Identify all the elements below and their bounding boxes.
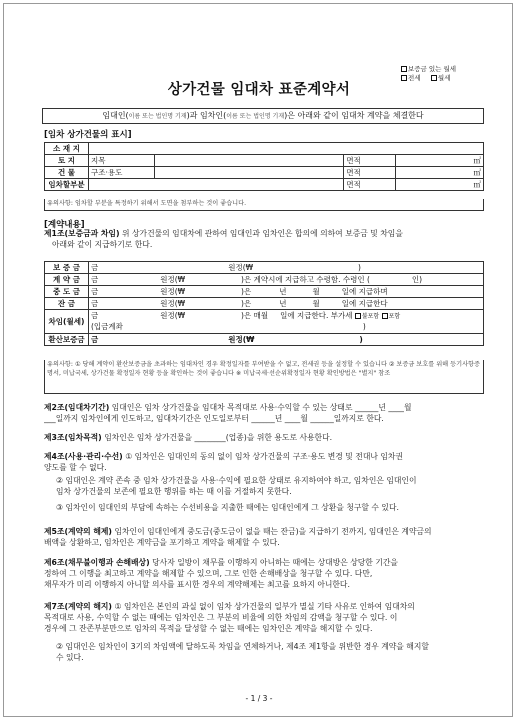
article-4-clause-3 [44,502,484,513]
leased-part-field[interactable] [88,179,343,191]
document-title: 상가건물 임대차 표준계약서 [167,82,351,98]
article-7-text: ② 임대인은 임차인이 3기의 차임액에 달하도록 차임을 연체하거나, 제4조 제1항을 위반한 경우 계약을 해지할 [56,642,429,651]
won-text: 원정(₩ [228,335,255,344]
building-area-field[interactable]: ㎡ [396,167,484,179]
article-6-text: 채무자가 미리 이행하지 아니할 의사를 표시한 경우의 계약해제는 최고를 요하지 아니한다. [44,580,350,589]
vat-excluded-label: 불포함 [361,313,380,320]
table-row [45,179,484,191]
rent-text: )은 매월 [241,311,269,320]
intro-text: 임대인( [102,111,129,120]
middle-payment-field[interactable] [88,286,483,298]
middle-payment-label: 중 도 금 [45,286,89,298]
contract-page [3,3,513,717]
building-structure-label: 구조·용도 [88,167,154,179]
won-prefix: 금 [90,263,99,272]
rent-account-label: (입금계좌 [90,322,123,331]
won-text: 원정(₩ [160,287,186,296]
intro-hint: 이름 또는 법인명 기재 [128,113,187,120]
balance-field[interactable] [88,298,483,310]
won-prefix: 금 [90,275,99,284]
article-4-text: ② 임대인은 계약 존속 중 임차 상가건물을 사용·수익에 필요한 상태로 유지하여야 하고, 임차인은 임대인이 [56,476,417,485]
leased-part-label: 임차할부분 [45,179,89,191]
property-note: 유의사항: 임차할 부분을 특정하기 위해서 도면을 첨부하는 것이 좋습니다. [44,199,484,211]
land-area-field[interactable]: ㎡ [396,155,484,167]
article-2-text: ___일까지 임차인에게 인도하고, 임대차기간은 인도일로부터 ______년 ____월 ______일까지로 한다. [44,414,384,423]
article-2-text: 임대인은 임차 상가건물을 임대차 목적대로 사용·수익할 수 있는 상태로 ______년 ____월 [109,403,412,412]
converted-deposit-field[interactable] [88,334,483,346]
section-heading-property: [임차 상가건물의 표시] [44,130,132,140]
won-prefix: 금 [90,311,99,320]
option-jeonse-label: 전세 [408,74,421,82]
payment-year: 년 [279,287,287,296]
article-7-text: ① 임차인은 본인의 과실 없이 임차 상가건물의 일부가 멸실 기타 사유로 인하여 임대차의 [112,602,415,611]
intro-hint: 이름 또는 법인명 기재 [226,113,285,120]
table-row [45,310,484,334]
article-7-text: 수 있다. [56,653,84,662]
payment-note: 유의사항: ① 당해 계약이 환산보증금을 초과하는 임대차인 경우 확정일자를 부여받을 수 없고, 전세권 등을 설정할 수 있습니다 ② 보증금 보호를 위해 등기사항증명서, 미납국세, 상가건물 확정일자 현황 등을 확인하는 것이 좋습니다 ※ 미납국세·선순위확정일자 현황 확인방법은 "별지" 참조 [44,360,484,394]
location-label: 소 재 지 [45,143,89,155]
won-prefix: 금 [90,335,99,344]
article-5-text: 배액을 상환하고, 임차인은 계약금을 포기하고 계약을 해제할 수 있다. [44,538,280,547]
table-row [45,262,484,274]
article-1-text: 위 상가건물의 임대차에 관하여 임대인과 임차인은 합의에 의하여 보증금 및 차임을 [119,229,403,238]
article-7-text: 경우에 그 잔존부분만으로 임차의 목적을 달성할 수 없는 때에는 임차인은 계약을 해지할 수 있다. [44,624,373,633]
won-prefix: 금 [90,299,99,308]
balance-label: 잔 금 [45,298,89,310]
article-6-heading: 제6조(채무불이행과 손해배상) [44,558,150,567]
option-deposit-monthly-label: 보증금 있는 월세 [408,65,457,73]
article-5-text: 임차인이 임대인에게 중도금(중도금이 없을 때는 잔금)을 지급하기 전까지, 임대인은 계약금의 [112,527,432,536]
table-row [45,167,484,179]
building-area-label: 면적 [344,167,396,179]
contract-deposit-text: 인) [411,275,423,284]
close-paren: ) [362,322,366,331]
table-row [45,334,484,346]
article-6-text: 정하여 그 이행을 최고하고 계약을 해제할 수 있으며, 그로 인한 손해배상을 청구할 수 있다. 다만, [44,569,373,578]
converted-deposit-label: 환산보증금 [45,334,89,346]
checkbox-vat-included[interactable] [382,313,388,319]
article-6-text: 당사자 일방이 채무를 이행하지 아니하는 때에는 상대방은 상당한 기간을 [149,558,398,567]
table-row [45,298,484,310]
contract-deposit-label: 계 약 금 [45,274,89,286]
intro-text: )은 아래와 같이 임대차 계약을 체결한다 [284,111,424,120]
article-2-heading: 제2조(임대차기간) [44,403,110,412]
article-6 [44,557,484,590]
contract-deposit-text: )은 계약시에 지급하고 수령함. 수령인 ( [241,275,370,284]
article-5 [44,526,484,548]
won-text: 원정(₩ [160,311,186,320]
rent-field[interactable] [88,310,483,334]
article-5-heading: 제5조(계약의 해제) [44,527,112,536]
contract-deposit-field[interactable] [88,274,483,286]
close-paren: ) [359,335,363,344]
payment-month: 월 [312,299,320,308]
option-monthly-label: 월세 [437,74,451,82]
article-7-text: 목적대로 사용, 수익할 수 없는 때에는 임차인은 그 부분의 비율에 의한 차임의 감액을 청구할 수 있다. 이 [44,613,398,622]
leased-area-field[interactable]: ㎡ [396,179,484,191]
building-label: 건 물 [45,167,89,179]
rent-label: 차임(월세) [45,310,89,334]
article-4 [44,451,484,473]
article-4-text: 임차 상가건물의 보존에 필요한 행위를 하는 때 이를 거절하지 못한다. [56,487,292,496]
payment-day: 일에 지급하며 [341,287,388,296]
won-text: 원정(₩ [160,275,186,284]
article-3-heading: 제3조(임차목적) [44,433,102,442]
land-area-label: 면적 [344,155,396,167]
article-1-text: 아래와 같이 지급하기로 한다. [52,240,153,249]
land-label: 토 지 [45,155,89,167]
payment-text: )은 [241,287,252,296]
page-number: - 1 / 3 - [245,694,273,703]
section-heading-terms: [계약내용] [44,220,85,230]
won-prefix: 금 [90,287,99,296]
land-category-label: 지목 [88,155,154,167]
leased-area-label: 면적 [344,179,396,191]
article-7-clause-2 [44,641,484,663]
payment-day: 일에 지급한다 [341,299,388,308]
checkbox-vat-excluded[interactable] [355,313,361,319]
won-text: 원정(₩ [160,299,186,308]
checkbox-deposit-monthly[interactable] [401,66,407,72]
article-4-text: ③ 임차인이 임대인의 부담에 속하는 수선비용을 지출한 때에는 임대인에게 그 상환을 청구할 수 있다. [56,503,399,512]
article-4-clause-2 [44,475,484,497]
table-row [45,286,484,298]
article-4-heading: 제4조(사용·관리·수선) [44,452,123,461]
table-row [45,155,484,167]
article-3 [44,432,484,443]
deposit-field[interactable] [88,262,483,274]
article-2 [44,402,484,424]
close-paren: ) [358,263,361,272]
article-1 [44,228,484,250]
won-text: 원정(₩ [228,263,254,272]
land-category-field[interactable] [154,155,343,167]
payment-month: 월 [312,287,320,296]
payment-table [44,261,484,346]
table-row [45,274,484,286]
location-field[interactable] [88,143,483,155]
rent-text: 일에 지급한다. 부가세 [280,311,353,320]
property-table [44,142,484,191]
article-4-text: 양도를 할 수 없다. [44,463,107,472]
article-7 [44,601,484,634]
article-1-heading: 제1조(보증금과 차임) [44,229,120,238]
deposit-label: 보 증 금 [45,262,89,274]
article-3-text: 임차인은 임차 상가건물을 ________(업종)을 위한 용도로 사용한다. [101,433,333,442]
article-4-text: ① 임차인은 임대인의 동의 없이 임차 상가건물의 구조·용도 변경 및 전대나 임차권 [122,452,403,461]
payment-year: 년 [279,299,287,308]
intro-text: )과 임차인( [186,111,227,120]
building-structure-field[interactable] [154,167,343,179]
payment-text: )은 [241,299,252,308]
intro-box [42,108,484,124]
vat-included-label: 포함 [388,313,401,320]
table-row [45,143,484,155]
article-7-heading: 제7조(계약의 해지) [44,602,112,611]
